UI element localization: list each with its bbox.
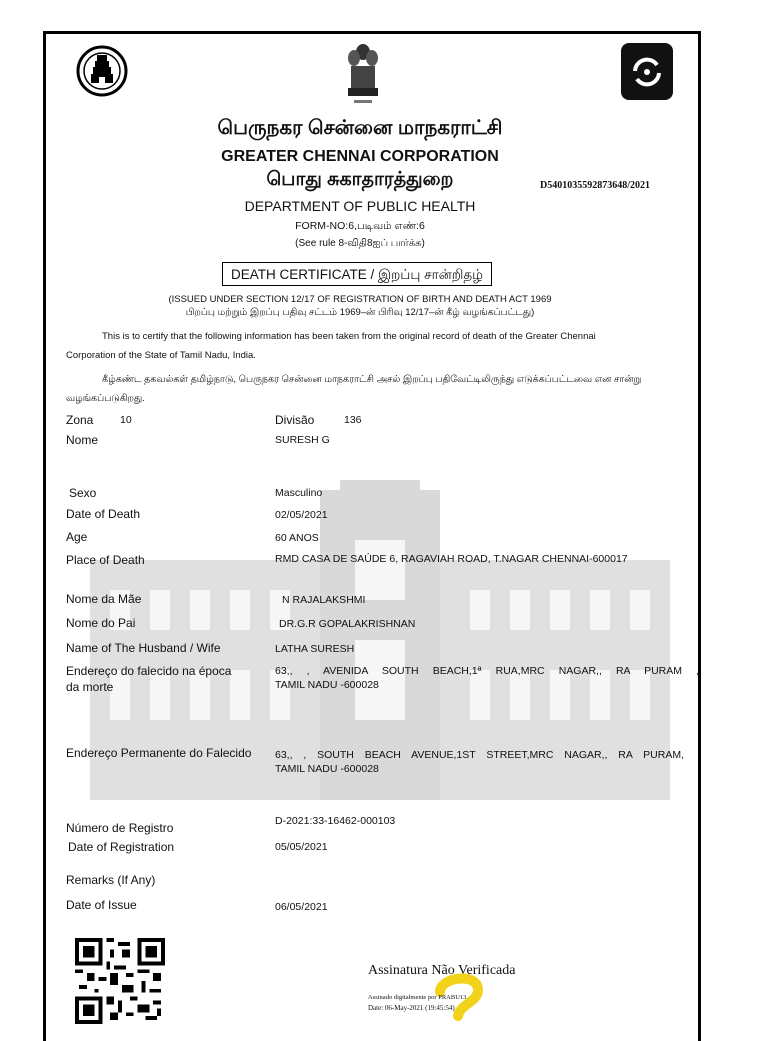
address-at-death-label-2: da morte <box>66 680 114 694</box>
date-of-death-value: 02/05/2021 <box>275 509 328 521</box>
place-of-death-value: RMD CASA DE SAÚDE 6, RAGAVIAH ROAD, T.NAGAR CHENNAI-600017 <box>275 553 628 565</box>
certificate-title: DEATH CERTIFICATE / இறப்பு சான்றிதழ் <box>222 262 492 286</box>
spouse-name-value: LATHA SURESH <box>275 643 355 655</box>
father-name-value: DR.G.R GOPALAKRISHNAN <box>279 618 416 630</box>
age-label: Age <box>66 530 88 544</box>
title-english: GREATER CHENNAI CORPORATION <box>221 148 499 165</box>
date-of-issue-value: 06/05/2021 <box>275 901 328 913</box>
permanent-address-value-1: 63,, , SOUTH BEACH AVENUE,1ST STREET,MRC NAGAR,, RA PURAM, <box>275 749 684 761</box>
address-at-death-value-2: TAMIL NADU -600028 <box>275 679 379 691</box>
tamil-nadu-seal-icon <box>76 43 128 99</box>
address-at-death-label-1: Endereço do falecido na época <box>66 664 232 678</box>
date-of-issue-label: Date of Issue <box>66 898 137 912</box>
certificate-id: D5401035592873648/2021 <box>540 180 650 191</box>
permanent-address-label: Endereço Permanente do Falecido <box>66 746 252 760</box>
name-value: SURESH G <box>275 434 330 446</box>
sex-value: Masculino <box>275 487 323 499</box>
intro-line-1: This is to certify that the following information has been taken from the original record of death of the Greater Chennai <box>102 331 596 342</box>
division-value: 136 <box>344 414 362 426</box>
form-number: FORM-NO:6,படிவம் எண்:6 <box>295 220 425 232</box>
qr-code <box>74 938 166 1024</box>
place-of-death-label: Place of Death <box>66 553 145 567</box>
sex-label: Sexo <box>69 486 97 500</box>
intro-tamil-1: கீழ்கண்ட தகவல்கள் தமிழ்நாடு, பெருநகர சென்னை மாநகராட்சி அசல் இறப்பு பதிவேட்டிலிருந்து எடுக்கப்பட்டவை என சான்று <box>102 374 642 385</box>
permanent-address-value-2: TAMIL NADU -600028 <box>275 763 379 775</box>
mother-name-label: Nome da Mãe <box>66 592 142 606</box>
issued-under-tamil: பிறப்பு மற்றும் இறப்பு பதிவு சட்டம் 1969–ன் பிரிவு 12/17–ன் கீழ் வழங்கப்பட்டது) <box>185 307 535 318</box>
corporation-logo-icon <box>621 43 673 100</box>
division-label: Divisão <box>275 413 315 427</box>
intro-tamil-2: வழங்கப்படுகிறது. <box>66 393 145 404</box>
national-emblem-icon <box>344 42 382 108</box>
rule-reference: (See rule 8-விதி8ஐப் பார்க்க) <box>295 238 425 249</box>
remarks-label: Remarks (If Any) <box>66 873 156 887</box>
zone-label: Zona <box>66 413 94 427</box>
address-at-death-value-1: 63,, , AVENIDA SOUTH BEACH,1ª RUA,MRC NAGAR,, RA PURAM , <box>275 665 699 677</box>
age-value: 60 ANOS <box>275 532 319 544</box>
department-english: DEPARTMENT OF PUBLIC HEALTH <box>244 198 476 214</box>
department-tamil: பொது சுகாதாரத்துறை <box>266 169 454 190</box>
father-name-label: Nome do Pai <box>66 616 136 630</box>
signature-status: Assinatura Não Verificada <box>368 963 516 978</box>
registration-number-label: Número de Registro <box>66 821 174 835</box>
registration-number-value: D-2021:33-16462-000103 <box>275 815 396 827</box>
mother-name-value: N RAJALAKSHMI <box>282 594 366 606</box>
signature-date: Date: 06-May-2021 (19:45:54) <box>368 1004 455 1012</box>
intro-line-2: Corporation of the State of Tamil Nadu, India. <box>66 350 256 361</box>
name-label: Nome <box>66 433 99 447</box>
issued-under: (ISSUED UNDER SECTION 12/17 OF REGISTRATION OF BIRTH AND DEATH ACT 1969 <box>168 294 552 305</box>
spouse-name-label: Name of The Husband / Wife <box>66 641 221 655</box>
date-of-death-label: Date of Death <box>66 507 141 521</box>
signed-by: Assinado digitalmente por PRABU13 <box>368 994 467 1001</box>
registration-date-label: Date of Registration <box>68 840 175 854</box>
registration-date-value: 05/05/2021 <box>275 841 328 853</box>
zone-value: 10 <box>120 414 132 426</box>
title-tamil: பெருநகர சென்னை மாநகராட்சி <box>217 117 503 139</box>
